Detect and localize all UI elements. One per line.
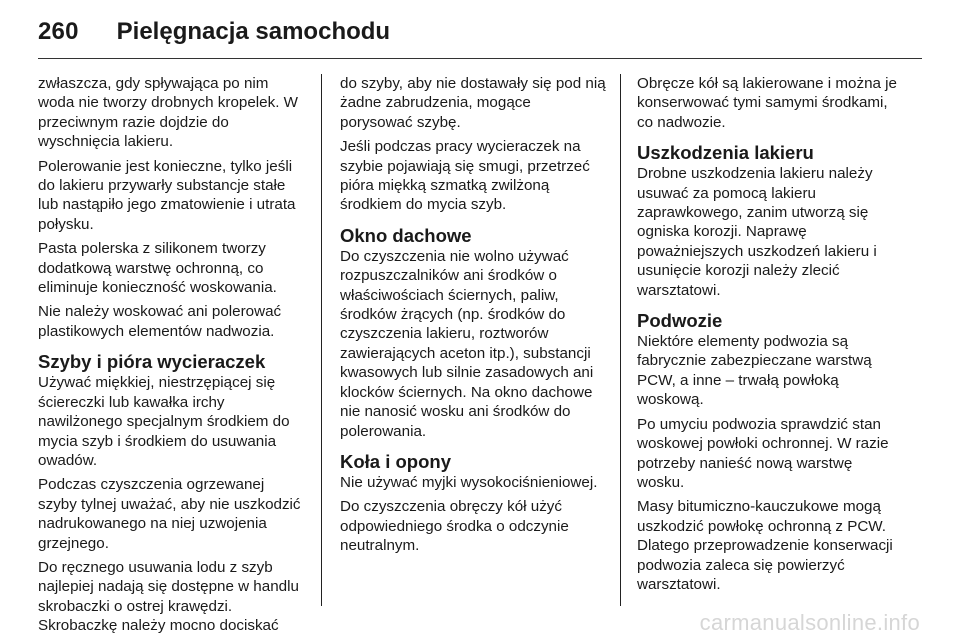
page-number: 260 <box>38 18 79 45</box>
section-heading-sunroof: Okno dachowe <box>340 224 472 246</box>
paragraph: Po umyciu podwozia sprawdzić stan woskowej powłoki ochronnej. W razie potrzeby nanieść nową warstwę wosku. <box>637 415 889 491</box>
column-1 <box>38 74 304 635</box>
paragraph: Pasta polerska z silikonem tworzy dodatkową warstwę ochronną, co eliminuje konieczność woskowania. <box>38 240 277 297</box>
paragraph: Polerowanie jest konieczne, tylko jeśli do lakieru przywarły substancje stałe lub nastąpiło jego zmatowienie i utrata połysku. <box>38 157 296 233</box>
paragraph: Masy bitumiczno-kauczukowe mogą uszkodzić powłokę ochronną z PCW. Dlatego przeprowadzenie konserwacji podwozia zaleca się powierzyć warsztatowi. <box>637 498 893 593</box>
paragraph: Jeśli podczas pracy wycieraczek na szybie pojawiają się smugi, przetrzeć pióra miękką szmatką zwilżoną środkiem do mycia szyb. <box>340 138 590 214</box>
page-title: Pielęgnacja samochodu <box>116 18 391 45</box>
page-header <box>38 14 390 50</box>
column-2 <box>340 74 606 614</box>
watermark: carmanualsonline.info <box>699 610 920 635</box>
section-heading-paint-damage: Uszkodzenia lakieru <box>637 142 814 164</box>
paragraph: Nie należy woskować ani polerować plastikowych elementów nadwozia. <box>38 303 282 340</box>
paragraph: Niektóre elementy podwozia są fabrycznie zabezpieczane warstwą PCW, a inne – trwałą powłoką woskową. <box>637 333 872 409</box>
paragraph: Do czyszczenia obręczy kół użyć odpowiedniego środka o odczynie neutralnym. <box>340 498 569 555</box>
paragraph: Drobne uszkodzenia lakieru należy usuwać za pomocą lakieru zaprawkowego, zanim utworzą się ogniska korozji. Naprawę poważniejszych uszkodzeń lakieru i usunięcie korozji należy zlecić warsztatowi. <box>637 165 877 299</box>
paragraph: zwłaszcza, gdy spływająca po nim woda nie tworzy drobnych kropelek. W przeciwnym razie dojdzie do wyschnięcia lakieru. <box>38 75 298 151</box>
paragraph: Obręcze kół są lakierowane i można je konserwować tymi samymi środkami, co nadwozie. <box>637 75 897 131</box>
section-heading-underbody: Podwozie <box>637 310 723 332</box>
paragraph: Podczas czyszczenia ogrzewanej szyby tylnej uważać, aby nie uszkodzić nadrukowanego na niej uzwojenia grzejnego. <box>38 476 301 552</box>
paragraph: Do czyszczenia nie wolno używać rozpuszczalników ani środków o właściwościach ściernych, paliw, środków żrących (np. środków do czyszczenia lakieru, roztworów zawierających aceton itp.), substancji kwasowych lub silnie zasadowych ani klocków ściernych. Na okno dachowe nie nanosić wosku ani środków do polerowania. <box>340 247 594 440</box>
header-divider <box>38 58 922 59</box>
section-heading-wipers: Szyby i pióra wycieraczek <box>38 351 266 373</box>
column-divider <box>620 74 621 606</box>
paragraph: Używać miękkiej, niestrzępiącej się ściereczki lub kawałka irchy nawilżonego specjalnym środkiem do mycia szyb i środkiem do usuwania owadów. <box>38 374 290 469</box>
paragraph: Do ręcznego usuwania lodu z szyb najlepiej nadają się dostępne w handlu skrobaczki o ostrej krawędzi. Skrobaczkę należy mocno dociskać <box>38 558 299 635</box>
column-divider <box>321 74 322 606</box>
section-heading-wheels: Koła i opony <box>340 450 451 472</box>
paragraph: Nie używać myjki wysokociśnieniowej. <box>340 473 598 491</box>
paragraph: do szyby, aby nie dostawały się pod nią żadne zabrudzenia, mogące porysować szybę. <box>340 75 606 131</box>
column-3 <box>637 74 903 614</box>
